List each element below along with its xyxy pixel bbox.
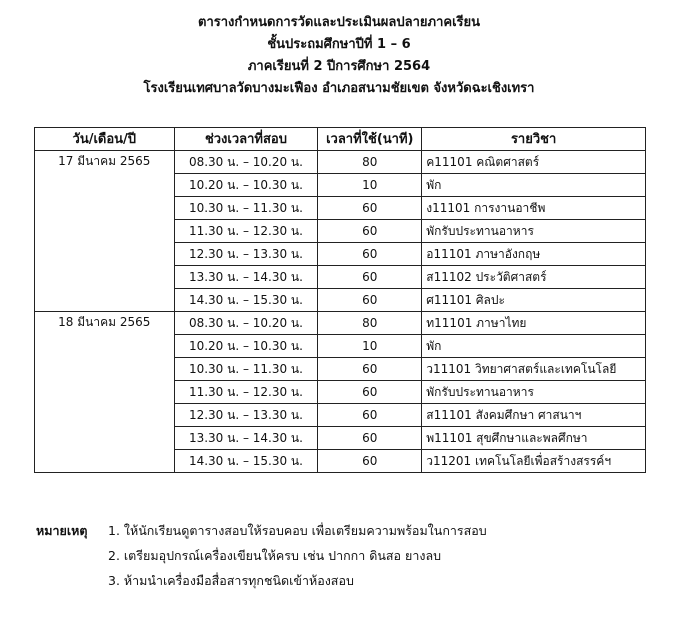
table-header-row [35,128,646,151]
exam-time-slot: 12.30 น. – 13.30 น. [174,243,318,266]
exam-time-slot: 08.30 น. – 10.20 น. [174,151,318,174]
exam-subject: พ11101 สุขศึกษาและพลศึกษา [422,427,646,450]
exam-time-slot: 10.20 น. – 10.30 น. [174,174,318,197]
exam-time-slot: 10.20 น. – 10.30 น. [174,335,318,358]
exam-subject: ส11102 ประวัติศาสตร์ [422,266,646,289]
exam-subject: พัก [422,174,646,197]
note-item [36,568,487,593]
notes-section [36,518,487,593]
column-header-minutes: เวลาที่ใช้(นาที) [318,128,422,151]
exam-duration: 80 [318,312,422,335]
exam-subject: ส11101 สังคมศึกษา ศาสนาฯ [422,404,646,427]
document-title: ตารางกำหนดการวัดและประเมินผลปลายภาคเรียน [198,15,480,30]
notes-label: หมายเหตุ [36,523,88,538]
exam-subject: ค11101 คณิตศาสตร์ [422,151,646,174]
exam-duration: 60 [318,220,422,243]
grade-level: ชั้นประถมศึกษาปีที่ 1 – 6 [267,37,411,52]
exam-subject: อ11101 ภาษาอังกฤษ [422,243,646,266]
exam-time-slot: 11.30 น. – 12.30 น. [174,220,318,243]
exam-duration: 10 [318,335,422,358]
table-row [35,151,646,174]
exam-duration: 60 [318,404,422,427]
exam-subject: ง11101 การงานอาชีพ [422,197,646,220]
column-header-subject: รายวิชา [422,128,646,151]
note-item [36,543,487,568]
exam-duration: 60 [318,197,422,220]
exam-date: 17 มีนาคม 2565 [35,151,175,312]
semester-year: ภาคเรียนที่ 2 ปีการศึกษา 2564 [247,59,431,74]
exam-duration: 60 [318,381,422,404]
exam-schedule-table [34,127,646,473]
exam-time-slot: 10.30 น. – 11.30 น. [174,358,318,381]
exam-duration: 60 [318,450,422,473]
table-row [35,312,646,335]
exam-duration: 80 [318,151,422,174]
exam-subject: ว11201 เทคโนโลยีเพื่อสร้างสรรค์ฯ [422,450,646,473]
exam-duration: 60 [318,289,422,312]
exam-time-slot: 14.30 น. – 15.30 น. [174,450,318,473]
exam-time-slot: 12.30 น. – 13.30 น. [174,404,318,427]
exam-time-slot: 14.30 น. – 15.30 น. [174,289,318,312]
note-text: 1. ให้นักเรียนดูตารางสอบให้รอบคอบ เพื่อเตรียมความพร้อมในการสอบ [108,523,487,538]
exam-duration: 60 [318,427,422,450]
document-header [0,12,678,100]
exam-subject: พักรับประทานอาหาร [422,220,646,243]
note-text: 3. ห้ามนำเครื่องมือสื่อสารทุกชนิดเข้าห้องสอบ [108,573,354,588]
exam-time-slot: 11.30 น. – 12.30 น. [174,381,318,404]
note-item [36,518,487,543]
table-body [35,151,646,473]
exam-duration: 60 [318,266,422,289]
exam-time-slot: 13.30 น. – 14.30 น. [174,266,318,289]
exam-duration: 60 [318,358,422,381]
exam-date: 18 มีนาคม 2565 [35,312,175,473]
exam-duration: 10 [318,174,422,197]
exam-subject: ศ11101 ศิลปะ [422,289,646,312]
school-name: โรงเรียนเทศบาลวัดบางมะเฟือง อำเภอสนามชัยเขต จังหวัดฉะเชิงเทรา [143,81,535,96]
column-header-time: ช่วงเวลาที่สอบ [174,128,318,151]
exam-subject: พักรับประทานอาหาร [422,381,646,404]
exam-time-slot: 08.30 น. – 10.20 น. [174,312,318,335]
column-header-date: วัน/เดือน/ปี [35,128,175,151]
exam-time-slot: 13.30 น. – 14.30 น. [174,427,318,450]
exam-subject: ท11101 ภาษาไทย [422,312,646,335]
exam-subject: ว11101 วิทยาศาสตร์และเทคโนโลยี [422,358,646,381]
note-text: 2. เตรียมอุปกรณ์เครื่องเขียนให้ครบ เช่น ปากกา ดินสอ ยางลบ [108,548,442,563]
exam-subject: พัก [422,335,646,358]
exam-time-slot: 10.30 น. – 11.30 น. [174,197,318,220]
exam-duration: 60 [318,243,422,266]
